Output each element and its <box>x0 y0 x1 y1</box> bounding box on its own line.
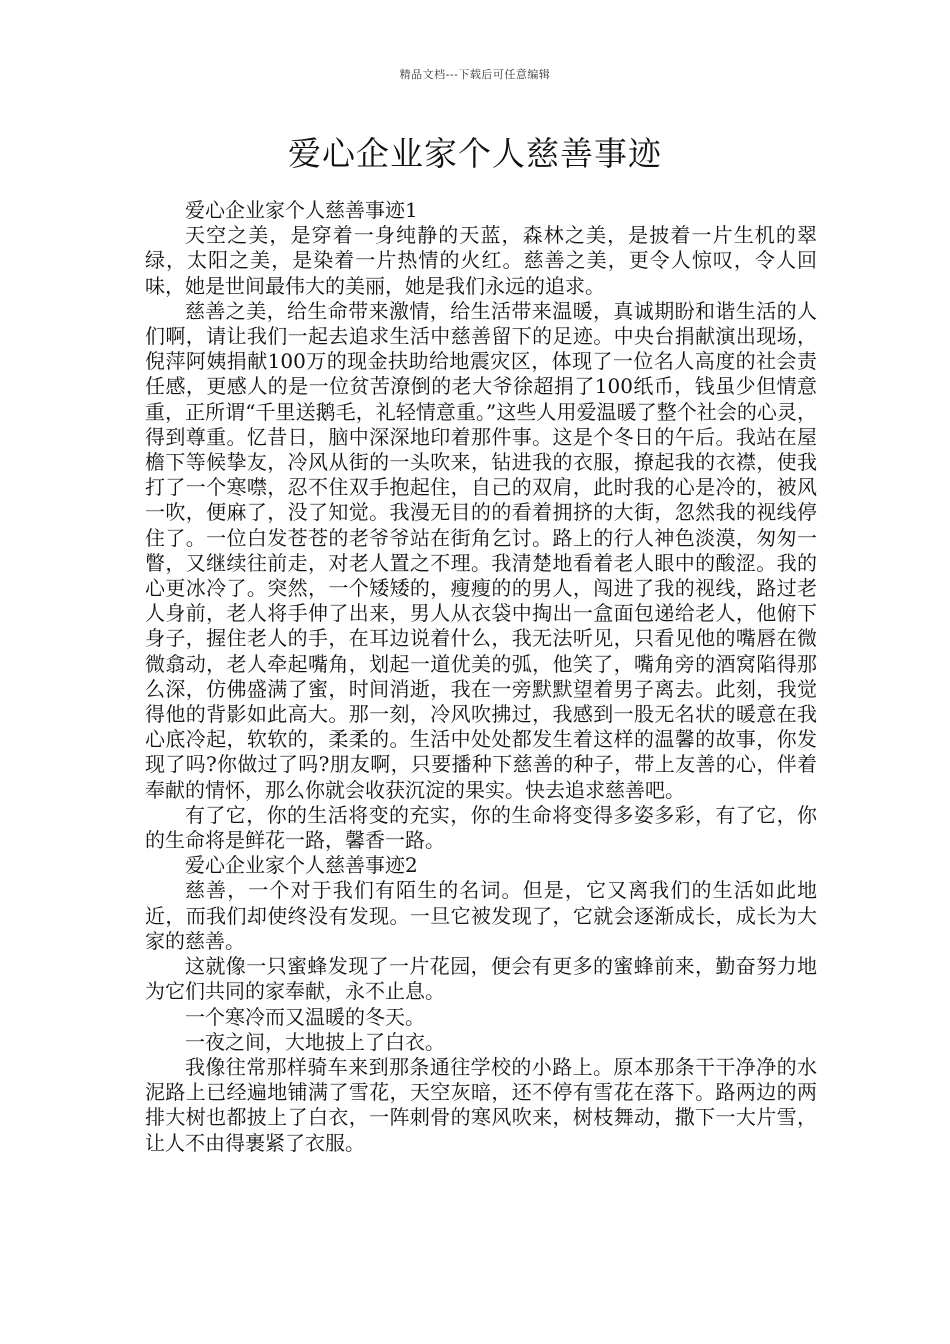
document-title: 爱心企业家个人慈善事迹 <box>288 134 662 173</box>
header-note: 精品文档---下载后可任意编辑 <box>399 68 551 81</box>
document-body <box>145 198 817 1156</box>
paragraph: 一夜之间，大地披上了白衣。 <box>185 1029 445 1054</box>
paragraph: 有了它，你的生活将变的充实，你的生命将变得多姿多彩，有了它，你的生命将是鲜花一路，馨香一路。 <box>145 802 817 853</box>
paragraph: 我像往常那样骑车来到那条通往学校的小路上。原本那条干干净净的水泥路上已经遍地铺满了雪花，天空灰暗，还不停有雪花在落下。路两边的两排大树也都披上了白衣，一阵刺骨的寒风吹来，树枝舞动，撒下一大片雪，让人不由得裹紧了衣服。 <box>145 1054 817 1155</box>
paragraph: 一个寒冷而又温暖的冬天。 <box>185 1004 425 1029</box>
section-heading-2: 爱心企业家个人慈善事迹2 <box>185 853 418 878</box>
paragraph: 天空之美，是穿着一身纯静的天蓝，森林之美，是披着一片生机的翠绿，太阳之美，是染着一片热情的火红。慈善之美，更令人惊叹，令人回味，她是世间最伟大的美丽，她是我们永远的追求。 <box>145 223 817 298</box>
paragraph: 慈善之美，给生命带来激情，给生活带来温暖，真诚期盼和谐生活的人们啊，请让我们一起去追求生活中慈善留下的足迹。中央台捐献演出现场，倪萍阿姨捐献100万的现金扶助给地震灾区，体现了一位名人高度的社会责任感，更感人的是一位贫苦潦倒的老大爷徐超捐了100纸币，钱虽少但情意重，正所谓“千里送鹅毛，礼轻情意重。”这些人用爱温暖了整个社会的心灵，得到尊重。忆昔日，脑中深深地印着那件事。这是个冬日的午后。我站在屋檐下等候挚友，冷风从街的一头吹来，钻进我的衣服，撩起我的衣襟，使我打了一个寒噤，忍不住双手抱起住，自己的双肩，此时我的心是冷的，被风一吹，便麻了，没了知觉。我漫无目的的看着拥挤的大街，忽然我的视线停住了。一位白发苍苍的老爷爷站在街角乞讨。路上的行人神色淡漠，匆匆一瞥，又继续往前走，对老人置之不理。我清楚地看着老人眼中的酸涩。我的心更冰冷了。突然，一个矮矮的，瘦瘦的的男人，闯进了我的视线，路过老人身前，老人将手伸了出来，男人从衣袋中掏出一盒面包递给老人，他俯下身子，握住老人的手，在耳边说着什么，我无法听见，只看见他的嘴唇在微微翕动，老人牵起嘴角，划起一道优美的弧，他笑了，嘴角旁的酒窝陷得那么深，仿佛盛满了蜜，时间消逝，我在一旁默默望着男子离去。此刻，我觉得他的背影如此高大。那一刻，冷风吹拂过，我感到一股无名状的暖意在我心底冷起，软软的，柔柔的。生活中处处都发生着这样的温馨的故事，你发现了吗?你做过了吗?朋友啊，只要播种下慈善的种子，带上友善的心，伴着奉献的情怀，那么你就会收获沉淀的果实。快去追求慈善吧。 <box>145 298 817 802</box>
paragraph: 这就像一只蜜蜂发现了一片花园，便会有更多的蜜蜂前来，勤奋努力地为它们共同的家奉献，永不止息。 <box>145 954 817 1004</box>
section-heading-1: 爱心企业家个人慈善事迹1 <box>185 198 418 222</box>
paragraph: 慈善，一个对于我们有陌生的名词。但是，它又离我们的生活如此地近，而我们却使终没有发现。一旦它被发现了，它就会逐渐成长，成长为大家的慈善。 <box>145 878 817 953</box>
